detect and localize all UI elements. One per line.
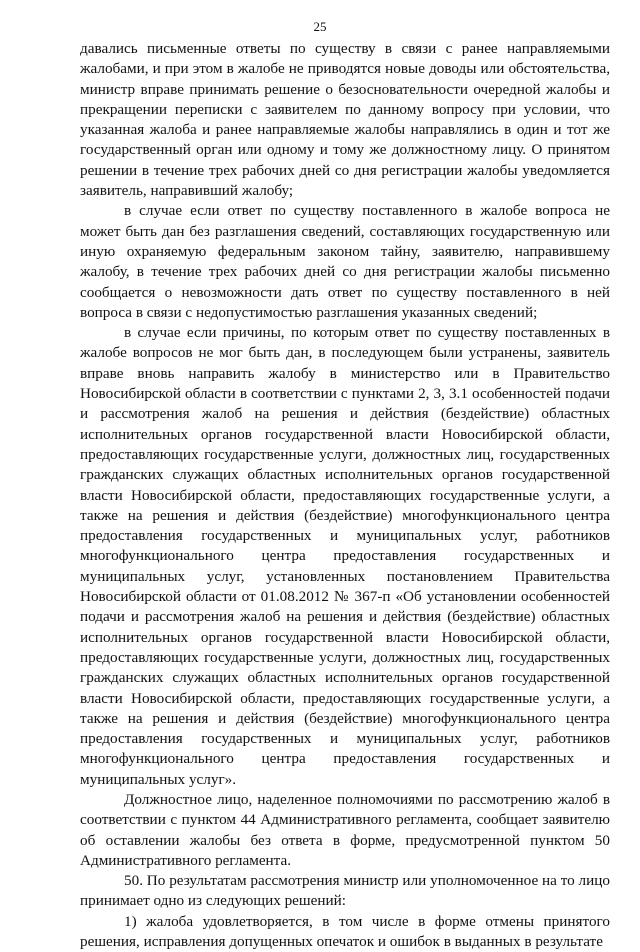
paragraph-3: в случае если причины, по которым ответ по существу поставленных в жалобе вопросов не мог быть дан, в последующем были устранены, заявитель вправе вновь направить жалобу в министерство или в Правительство Новосибирской области в соответствии с пунктами 2, 3, 3.1 особенностей подачи и рассмотрения жалоб на решения и действия (бездействие) областных исполнительных органов государственной власти Новосибирской области, предоставляющих государственные услуги, должностных лиц, государственных гражданских служащих областных исполнительных органов государственной власти Новосибирской области, предоставляющих государственные услуги, а также на решения и действия (бездействие) многофункционального центра предоставления государственных и муниципальных услуг, работников многофункционального центра предоставления государственных и муниципальных услуг, установленных постановлением Правительства Новосибирской области от 01.08.2012 № 367-п «Об установлении особенностей подачи и рассмотрения жалоб на решения и действия (бездействие) областных исполнительных органов государственной власти Новосибирской области, предоставляющих государственные услуги, должностных лиц, государственных гражданских служащих областных исполнительных органов государственной власти Новосибирской области, предоставляющих государственные услуги, а также на решения и действия (бездействие) многофункционального центра предоставления государственных и муниципальных услуг, работников многофункционального центра предоставления государственных и муниципальных услуг». [80,324,610,788]
paragraph-2: в случае если ответ по существу поставленного в жалобе вопроса не может быть дан без разглашения сведений, составляющих государственную или иную охраняемую федеральным законом тайну, заявителю, направившему жалобу, в течение трех рабочих дней со дня регистрации жалобы письменно сообщается о невозможности дать ответ по существу поставленного в ней вопроса в связи с недопустимостью разглашения указанных сведений; [80,202,610,321]
page-number: 25 [313,19,327,34]
paragraph-5: 50. По результатам рассмотрения министр или уполномоченное на то лицо принимает одно из следующих решений: [80,872,610,910]
document-body [80,39,610,952]
paragraph-6: 1) жалоба удовлетворяется, в том числе в форме отмены принятого решения, исправления допущенных опечаток и ошибок в выданных в результате [80,912,610,951]
paragraph-1: давались письменные ответы по существу в связи с ранее направляемыми жалобами, и при этом в жалобе не приводятся новые доводы или обстоятельства, министр вправе принимать решение о безосновательности очередной жалобы и прекращении переписки с заявителем по данному вопросу при условии, что указанная жалоба и ранее направляемые жалобы направлялись в один и тот же государственный орган или одному и тому же должностному лицу. О принятом решении в течение трех рабочих дней со дня регистрации жалобы уведомляется заявитель, направивший жалобу; [80,40,610,200]
paragraph-4: Должностное лицо, наделенное полномочиями по рассмотрению жалоб в соответствии с пунктом 44 Административного регламента, сообщает заявителю об оставлении жалобы без ответа в форме, предусмотренной пунктом 50 Административного регламента. [80,790,610,869]
